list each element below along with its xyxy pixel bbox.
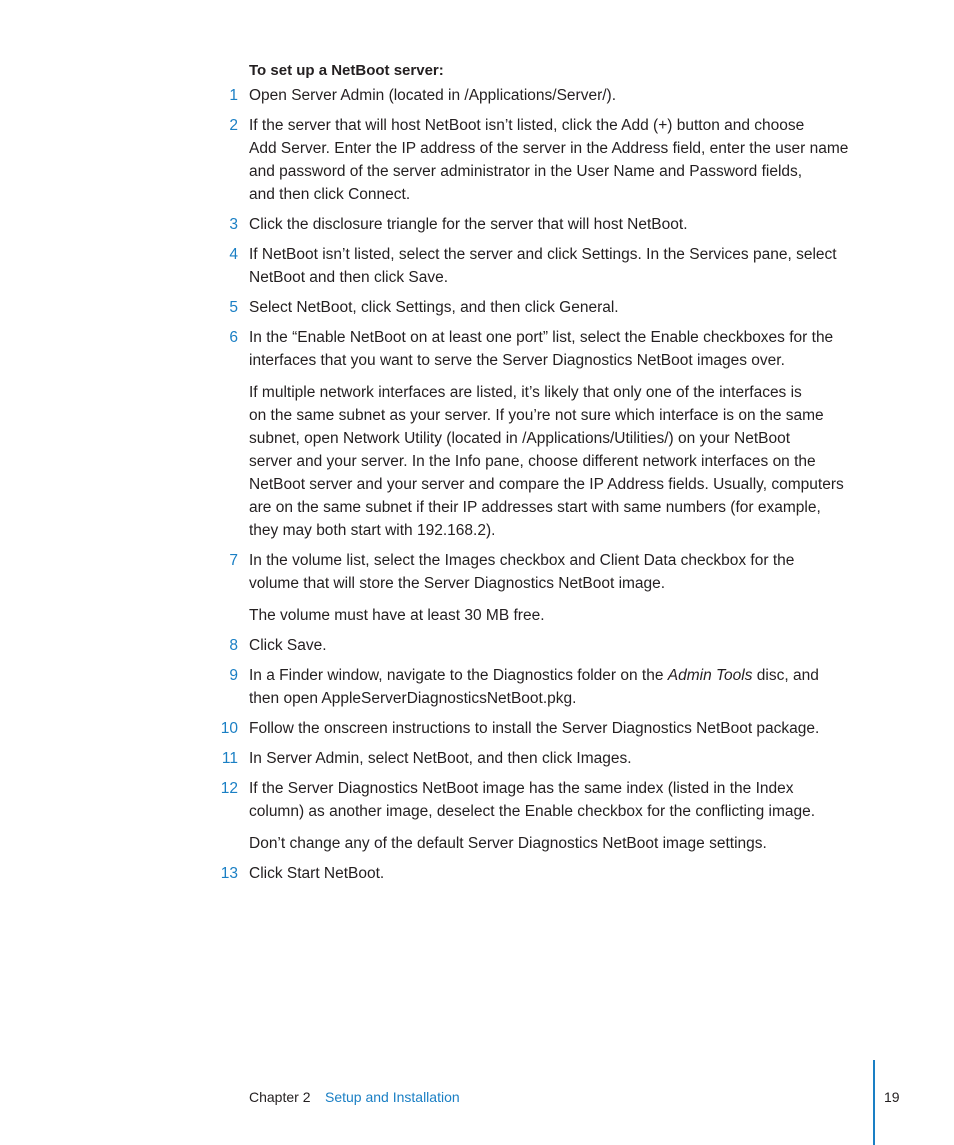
step-text — [249, 296, 874, 319]
text-line: Click Save. — [249, 637, 327, 654]
text-line: interfaces that you want to serve the Server Diagnostics NetBoot images over. — [249, 352, 785, 369]
step-text — [249, 326, 874, 372]
step-text — [249, 549, 874, 595]
text-line: NetBoot server and your server and compare the IP Address fields. Usually, computers — [249, 476, 844, 493]
step-note — [249, 832, 874, 855]
text-line: volume that will store the Server Diagnostics NetBoot image. — [249, 575, 666, 592]
step-text — [249, 243, 874, 289]
step-text — [249, 717, 874, 740]
step-number: 4 — [229, 246, 238, 263]
text-line: Select NetBoot, click Settings, and then click General. — [249, 299, 619, 316]
text-line: subnet, open Network Utility (located in /Applications/Utilities/) on your NetBoot — [249, 430, 791, 447]
procedure-heading: To set up a NetBoot server: — [249, 62, 444, 79]
text-line: Open Server Admin (located in /Applications/Server/). — [249, 87, 617, 104]
step-number: 10 — [220, 720, 238, 737]
step-text — [249, 634, 874, 657]
text-line: server and your server. In the Info pane, choose different network interfaces on the — [249, 453, 816, 470]
text-line: The volume must have at least 30 MB free. — [249, 607, 545, 624]
footer-chapter: Chapter 2 — [249, 1089, 311, 1105]
text-line: and then click Connect. — [249, 186, 411, 203]
step-text — [249, 213, 874, 236]
step-number: 13 — [220, 865, 238, 882]
text-line: they may both start with 192.168.2). — [249, 522, 496, 539]
text-line: NetBoot and then click Save. — [249, 269, 449, 286]
step-number: 9 — [229, 667, 238, 684]
step-text — [249, 664, 874, 710]
step-number: 11 — [221, 750, 238, 767]
text-run: disc, and — [752, 667, 819, 684]
step-number: 3 — [229, 216, 238, 233]
text-line: In the “Enable NetBoot on at least one port” list, select the Enable checkboxes for the — [249, 329, 834, 346]
step-text — [249, 747, 874, 770]
step-text — [249, 114, 874, 206]
step-number: 6 — [229, 329, 238, 346]
text-line: Don’t change any of the default Server Diagnostics NetBoot image settings. — [249, 835, 767, 852]
disc-name: Admin Tools — [667, 667, 753, 684]
text-line: column) as another image, deselect the Enable checkbox for the conflicting image. — [249, 803, 816, 820]
step-number: 12 — [220, 780, 238, 797]
text-line: Add Server. Enter the IP address of the server in the Address field, enter the user name — [249, 140, 849, 157]
step-text — [249, 84, 874, 107]
step-note — [249, 381, 874, 542]
text-line: In Server Admin, select NetBoot, and then click Images. — [249, 750, 632, 767]
text-line: are on the same subnet if their IP addresses start with same numbers (for example, — [249, 499, 821, 516]
text-line: If the server that will host NetBoot isn’t listed, click the Add (+) button and choose — [249, 117, 805, 134]
text-line: If NetBoot isn’t listed, select the server and click Settings. In the Services pane, select — [249, 246, 837, 263]
text-line — [249, 664, 874, 687]
footer-divider — [873, 1060, 875, 1145]
text-line: then open AppleServerDiagnosticsNetBoot.pkg. — [249, 690, 577, 707]
footer-chapter-title: Setup and Installation — [325, 1089, 460, 1105]
step-number: 5 — [229, 299, 238, 316]
step-number: 1 — [229, 87, 238, 104]
step-note — [249, 604, 874, 627]
text-line: on the same subnet as your server. If you’re not sure which interface is on the same — [249, 407, 824, 424]
text-line: Click the disclosure triangle for the server that will host NetBoot. — [249, 216, 688, 233]
step-number: 7 — [229, 552, 238, 569]
step-number: 2 — [229, 117, 238, 134]
text-line: Follow the onscreen instructions to install the Server Diagnostics NetBoot package. — [249, 720, 820, 737]
text-run: In a Finder window, navigate to the Diagnostics folder on the — [249, 667, 668, 684]
text-line: If the Server Diagnostics NetBoot image has the same index (listed in the Index — [249, 780, 794, 797]
step-text — [249, 862, 874, 885]
text-line: Click Start NetBoot. — [249, 865, 385, 882]
page-number: 19 — [884, 1089, 900, 1105]
text-line: and password of the server administrator in the User Name and Password fields, — [249, 163, 803, 180]
step-text — [249, 777, 874, 823]
text-line: In the volume list, select the Images checkbox and Client Data checkbox for the — [249, 552, 795, 569]
step-number: 8 — [229, 637, 238, 654]
text-line: If multiple network interfaces are listed, it’s likely that only one of the interfaces is — [249, 384, 802, 401]
